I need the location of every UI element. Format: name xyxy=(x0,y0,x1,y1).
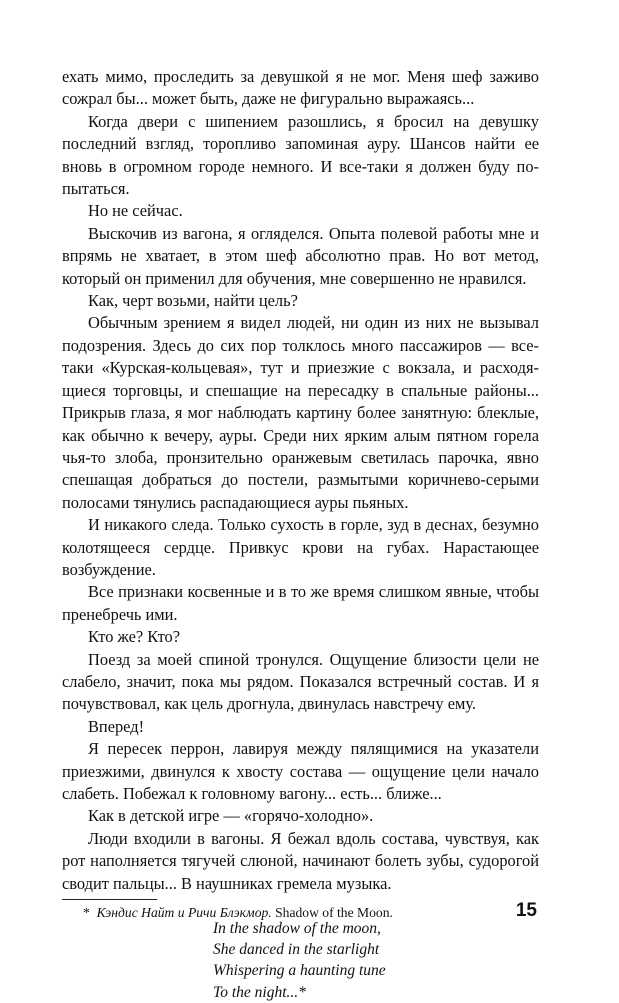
paragraph: Как, черт возьми, найти цель? xyxy=(88,291,298,311)
paragraph: Но не сейчас. xyxy=(88,201,183,221)
paragraph: Выскочив из вагона, я огляделся. Опыта полевой работы мне и впрямь не хватает, в этом шеф абсолютно прав. Но вот метод, который он применил для обучения, мне совершенно не нравился. xyxy=(62,223,539,288)
footnote-authors: Кэндис Найт и Ричи Блэкмор. xyxy=(96,905,272,920)
paragraph: ехать мимо, проследить за девушкой я не мог. Меня шеф заживо сожрал бы... может быть, даже не фигурально выражаясь... xyxy=(62,67,539,109)
paragraph: Все признаки косвенные и в то же время слишком явные, чтобы пренебречь ими. xyxy=(62,582,539,624)
lyric-line: She danced in the starlight xyxy=(213,941,380,959)
footnote-divider xyxy=(62,899,157,900)
paragraph: Когда двери с шипением разошлись, я бросил на девушку последний взгляд, торопливо запоминая ауру. Шансов найти ее вновь в огромном городе немного. И все-таки я должен буду попытаться. xyxy=(62,111,539,199)
paragraph: Поезд за моей спиной тронулся. Ощущение близости цели не слабело, значит, пока мы рядом. Показался встречный состав. И я почувствовал, как цель дрогнула, двинулась навстречу ему. xyxy=(62,649,539,714)
lyric-line: To the night...* xyxy=(213,983,306,1001)
paragraph: Кто же? Кто? xyxy=(88,627,181,647)
paragraph: И никакого следа. Только сухость в горле, зуд в деснах, безумно колотящееся сердце. Привкус крови на губах. Нарастающее возбуждение. xyxy=(62,515,539,579)
page-body xyxy=(62,66,539,1003)
paragraph: Я пересек перрон, лавируя между пялящимися на указатели приезжими, двинулся к хвосту состава — ощущение цели начало слабеть. Побежал к головному вагону... есть... ближе... xyxy=(62,739,539,803)
footnote-marker: * xyxy=(83,905,90,920)
page-number: 15 xyxy=(515,900,537,921)
footnote-song-title: Shadow of the Moon. xyxy=(275,905,393,920)
paragraph: Обычным зрением я видел людей, ни один из них не вызывал подозрения. Здесь до сих пор толклось много пассажиров — всетаки «Курская-кольцевая», тут и приезжие с вокзала, и расходящиеся торговцы, и спешащие на пересадку в спальные районы... Прикрыв глаза, я мог наблюдать картину более занятную: блеклые, как обычно к вечеру, ауры. Среди них ярким алым пятном горела чья-то злоба, пронзительно оранжевым светилась парочка, явно спешащая добраться до постели, размытыми коричнево-серыми полосами тянулись распадающиеся ауры пьяных. xyxy=(62,313,539,512)
paragraph: Люди входили в вагоны. Я бежал вдоль состава, чувствуя, как рот наполняется тягучей слюной, начинают болеть зубы, судорогой сводит пальцы... В наушниках гремела музыка. xyxy=(62,828,539,893)
paragraph: Как в детской игре — «горячо-холодно». xyxy=(88,806,374,826)
song-lyrics-epigraph xyxy=(213,918,539,1003)
lyric-line: Whispering a haunting tune xyxy=(213,962,386,980)
lyric-line: In the shadow of the moon, xyxy=(213,920,381,938)
paragraph: Вперед! xyxy=(88,716,145,736)
footnote xyxy=(83,904,393,922)
